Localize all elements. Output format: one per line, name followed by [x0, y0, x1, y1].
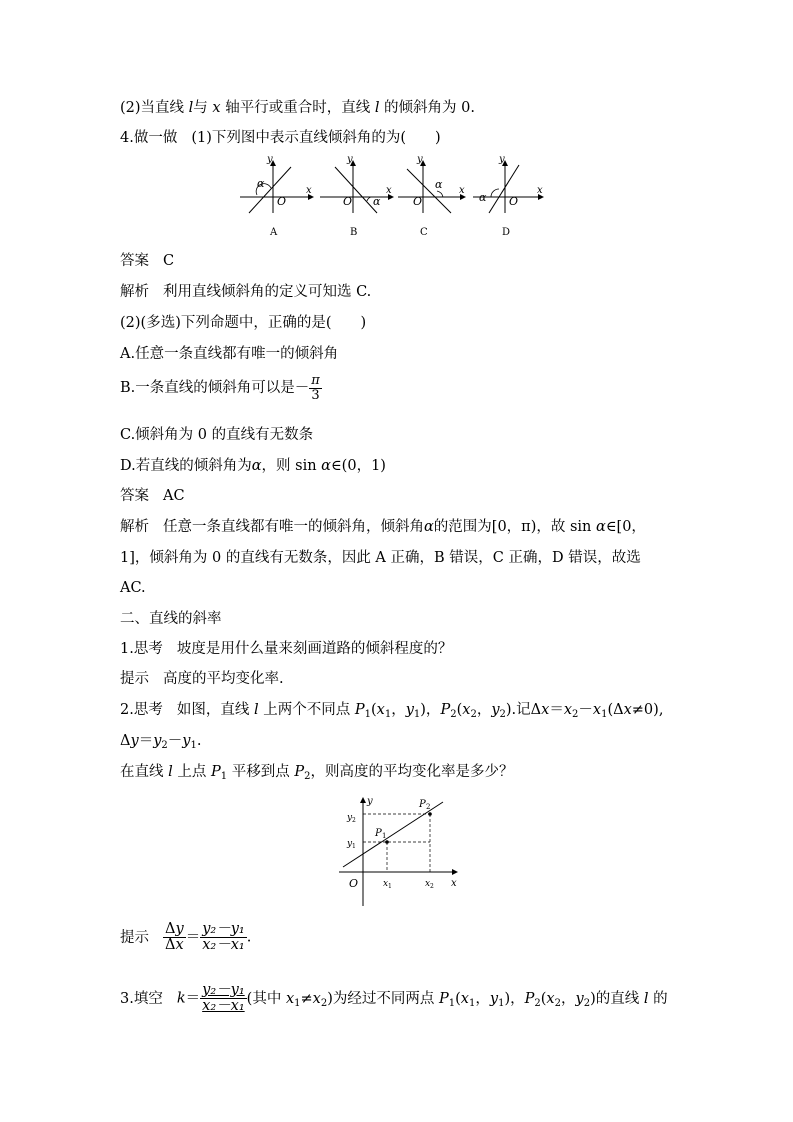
- explanation-1: [120, 282, 371, 302]
- panel-a: [240, 155, 313, 238]
- line-l: [343, 802, 443, 867]
- text: ，: [391, 702, 406, 718]
- var-y: y: [175, 921, 184, 937]
- fraction-denominator: x₂－x₁: [202, 998, 245, 1015]
- text: (Δ: [607, 702, 624, 718]
- y-axis-label: y: [499, 155, 505, 165]
- text: )，: [504, 990, 525, 1007]
- text: 的范围为[0，π)，故 sin: [433, 519, 597, 535]
- x2-label: x: [425, 879, 431, 889]
- panel-c: [398, 155, 465, 238]
- text: 的倾斜角为 0.: [379, 100, 476, 116]
- subscript: 1: [382, 832, 387, 840]
- text: )的直线: [590, 990, 644, 1007]
- subscript: 1: [190, 740, 197, 751]
- hint-2: [120, 922, 251, 953]
- var-p: P: [524, 990, 535, 1007]
- var-alpha: α: [424, 519, 434, 535]
- var-y: y: [489, 990, 499, 1007]
- origin-label: O: [277, 195, 287, 208]
- text: ，则 sin: [261, 458, 322, 474]
- panel-label: D: [502, 227, 511, 238]
- think-2-line-3: [120, 762, 513, 782]
- origin-label: O: [509, 195, 519, 208]
- panel-d: [473, 155, 543, 238]
- hint-label: 提示: [120, 929, 149, 946]
- var-y: y: [405, 702, 414, 718]
- y1-label: y: [347, 839, 353, 849]
- think-text: 坡度是用什么量来刻画道路的倾斜程度的？: [176, 641, 453, 657]
- subscript: 2: [430, 883, 434, 890]
- subscript: 2: [320, 997, 328, 1009]
- var-x: x: [285, 990, 295, 1007]
- text: .: [196, 733, 202, 749]
- text: (: [370, 702, 377, 718]
- subscript: 2: [161, 740, 168, 751]
- section-title: 二、直线的斜率: [120, 611, 222, 627]
- option-text: B.一条直线的倾斜角可以是－: [120, 380, 310, 397]
- var-p: P: [440, 702, 451, 718]
- text: 任意一条直线都有唯一的倾斜角，倾斜角: [163, 519, 424, 535]
- var-l: l: [253, 702, 259, 718]
- text: ≠0),: [631, 702, 664, 718]
- text: ，: [476, 702, 492, 718]
- text: (2)当直线: [120, 100, 189, 116]
- text: 上两个不同点: [258, 702, 355, 718]
- fraction-slope: [200, 922, 247, 953]
- hint-text: 高度的平均变化率.: [163, 671, 284, 687]
- text: 如图，直线: [176, 702, 254, 718]
- var-l: l: [643, 990, 649, 1007]
- var-x: x: [592, 702, 602, 718]
- text: Δ: [120, 733, 131, 749]
- figure-inclination-options: [235, 155, 555, 240]
- text: －: [578, 702, 593, 718]
- alpha-label: α: [373, 195, 381, 208]
- var-p: P: [438, 990, 449, 1007]
- y-axis-label: y: [267, 155, 273, 165]
- text: ∈(0，1): [330, 458, 386, 474]
- fraction-numerator: y₂－y₁: [202, 982, 245, 998]
- var-x: x: [541, 702, 550, 718]
- text: AC.: [120, 580, 146, 596]
- answer-value: AC: [163, 488, 185, 504]
- text: (: [540, 990, 547, 1007]
- x-axis-label: x: [386, 185, 392, 196]
- var-y: y: [491, 702, 500, 718]
- subscript: 2: [583, 997, 591, 1009]
- point-p1: [385, 840, 389, 844]
- question-title: 4.做一做: [120, 130, 178, 146]
- text: ).记Δ: [505, 702, 542, 718]
- origin-label: O: [349, 877, 359, 890]
- fill-title: 3.填空: [120, 990, 163, 1007]
- subscript: 2: [426, 803, 431, 811]
- subscript: 2: [534, 997, 541, 1009]
- subscript: 2: [450, 709, 457, 720]
- text: 平移到点: [227, 764, 295, 780]
- text: )为经过不同两点: [327, 990, 439, 1007]
- explanation-2-line-3: [120, 578, 146, 598]
- hint-label: 提示: [120, 671, 149, 687]
- equals: ＝: [185, 929, 201, 946]
- text: (其中: [246, 990, 286, 1007]
- subscript: 1: [468, 997, 476, 1009]
- subscript: 1: [388, 883, 392, 890]
- y-axis-label: y: [367, 796, 373, 807]
- x-axis-label: x: [459, 185, 465, 196]
- option-text: A.任意一条直线都有唯一的倾斜角: [120, 346, 339, 362]
- var-x: x: [376, 702, 385, 718]
- question-4-part-2: [120, 313, 366, 333]
- subscript: 1: [601, 709, 608, 720]
- subscript: 1: [294, 997, 301, 1009]
- option-c: [120, 425, 313, 445]
- subscript: 1: [364, 709, 371, 720]
- subscript: 2: [352, 817, 356, 824]
- x-axis-label: x: [451, 878, 457, 889]
- alpha-label: α: [435, 178, 443, 191]
- text: 轴平行或重合时，直线: [220, 100, 375, 116]
- p2-label: P: [419, 799, 426, 810]
- fraction-denominator: 3: [311, 387, 320, 403]
- text: Δ: [165, 937, 176, 954]
- alpha-label: α: [257, 177, 265, 190]
- text: (: [456, 702, 463, 718]
- var-y: y: [575, 990, 584, 1007]
- fraction-dy-dx: [163, 922, 186, 953]
- text: )，: [420, 702, 441, 718]
- var-x: x: [312, 990, 321, 1007]
- panel-b: [320, 155, 393, 238]
- subscript: 1: [220, 771, 228, 782]
- x-axis-label: x: [537, 185, 543, 196]
- text: 的: [648, 990, 668, 1007]
- fraction-numerator: y₂－y₁: [202, 921, 245, 937]
- text: Δ: [165, 921, 176, 937]
- var-x: x: [546, 990, 555, 1007]
- subscript: 1: [498, 997, 505, 1009]
- alpha-label: α: [479, 191, 487, 204]
- text: ∈[0，: [605, 519, 646, 535]
- var-x: x: [462, 702, 471, 718]
- explanation-2-line-1: [120, 517, 646, 537]
- figure-slope-diagram: [335, 792, 465, 910]
- text: ，则高度的平均变化率是多少？: [310, 764, 514, 780]
- panel-label: B: [350, 227, 358, 238]
- panel-label: A: [270, 227, 278, 238]
- origin-label: O: [413, 195, 423, 208]
- fraction-pi-over-3: [309, 374, 322, 402]
- subscript: 1: [448, 997, 456, 1009]
- x1-label: x: [383, 879, 389, 889]
- y-axis-label: y: [417, 155, 423, 165]
- explanation-2-line-2: [120, 548, 641, 568]
- var-alpha: α: [596, 519, 606, 535]
- panel-label: C: [420, 227, 428, 238]
- subscript: 1: [352, 843, 356, 850]
- var-alpha: α: [251, 458, 262, 474]
- p1-label: P: [375, 828, 382, 839]
- var-l: l: [374, 100, 380, 116]
- answer-1: [120, 251, 174, 271]
- explanation-text: 利用直线倾斜角的定义可知选 C.: [163, 284, 372, 300]
- equals: ＝: [185, 990, 201, 1007]
- var-y: y: [130, 733, 139, 749]
- think-title: 1.思考: [120, 641, 163, 657]
- var-x: x: [460, 990, 469, 1007]
- answer-label: 答案: [120, 488, 149, 504]
- subscript: 2: [499, 709, 506, 720]
- text: ≠: [300, 990, 313, 1007]
- fraction-slope: [200, 983, 247, 1014]
- origin-label: O: [343, 195, 353, 208]
- text: .: [246, 929, 252, 946]
- var-l: l: [168, 764, 173, 780]
- text: ＝: [549, 702, 564, 718]
- var-x: x: [563, 702, 573, 718]
- subscript: 2: [304, 771, 311, 782]
- text-line-parallel: [120, 98, 475, 118]
- var-l: l: [188, 100, 194, 116]
- text: 上点: [172, 764, 211, 780]
- fill-3: [120, 983, 668, 1014]
- var-x: x: [175, 937, 184, 954]
- subscript: 2: [554, 997, 561, 1009]
- text: ，: [475, 990, 490, 1007]
- think-2-line-1: [120, 700, 663, 720]
- point-p2: [428, 812, 432, 816]
- subscript: 1: [413, 709, 421, 720]
- option-d: [120, 456, 386, 476]
- var-y: y: [182, 733, 191, 749]
- answer-label: 答案: [120, 253, 149, 269]
- var-x: x: [212, 100, 221, 116]
- var-x: x: [623, 702, 632, 718]
- question-text: (2)(多选)下列命题中，正确的是( ): [120, 315, 367, 331]
- y2-label: y: [347, 813, 353, 823]
- var-p: P: [294, 764, 305, 780]
- question-4-heading: [120, 128, 441, 148]
- var-alpha: α: [321, 458, 331, 474]
- fraction-numerator: π: [311, 373, 320, 388]
- var-p: P: [210, 764, 221, 780]
- hint-1: [120, 669, 284, 689]
- question-text: (1)下列图中表示直线倾斜角的为( ): [191, 130, 441, 146]
- text: 在直线: [120, 764, 169, 780]
- var-p: P: [354, 702, 365, 718]
- option-text: C.倾斜角为 0 的直线有无数条: [120, 427, 314, 443]
- section-heading: [120, 609, 222, 629]
- think-title: 2.思考: [120, 702, 163, 718]
- think-2-line-2: [120, 731, 201, 751]
- option-a: [120, 344, 338, 364]
- text: －: [167, 733, 183, 749]
- var-k: k: [176, 990, 186, 1007]
- explanation-label: 解析: [120, 284, 149, 300]
- text: ，: [560, 990, 576, 1007]
- y-axis-label: y: [347, 155, 353, 165]
- fraction-denominator: x₂－x₁: [202, 937, 245, 954]
- explanation-label: 解析: [120, 519, 149, 535]
- text: ＝: [138, 733, 154, 749]
- text: (: [455, 990, 461, 1007]
- x-axis-label: x: [306, 185, 312, 196]
- subscript: 2: [470, 709, 477, 720]
- var-y: y: [153, 733, 162, 749]
- subscript: 2: [572, 709, 579, 720]
- answer-2: [120, 486, 185, 506]
- text: 与: [193, 100, 213, 116]
- answer-value: C: [163, 253, 175, 269]
- subscript: 1: [384, 709, 392, 720]
- text: D.若直线的倾斜角为: [120, 458, 252, 474]
- think-1: [120, 639, 452, 659]
- option-b: [120, 374, 322, 402]
- text: 1]，倾斜角为 0 的直线有无数条，因此 A 正确，B 错误，C 正确，D 错误，故选: [120, 550, 641, 566]
